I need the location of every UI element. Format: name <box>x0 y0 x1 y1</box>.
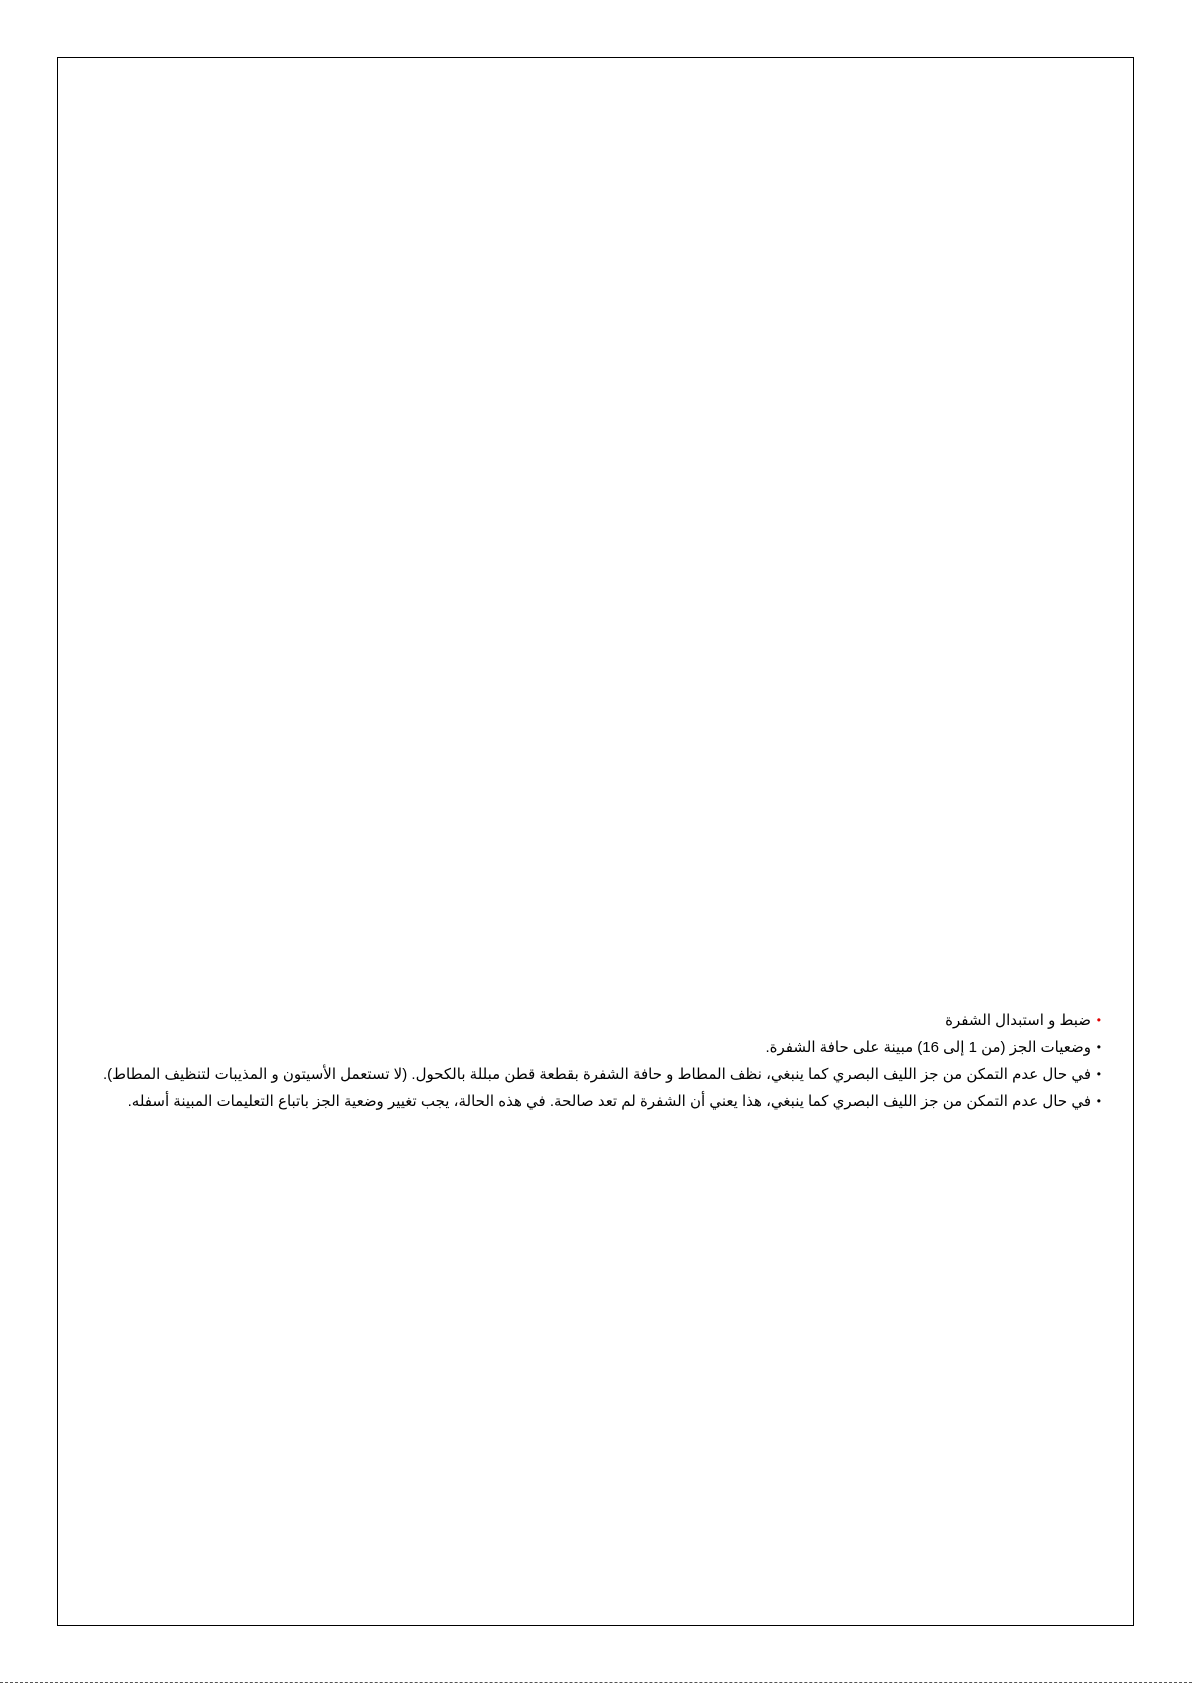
instruction-text: في حال عدم التمكن من جز الليف البصري كما ينبغي، هذا يعني أن الشفرة لم تعد صالحة. في هذه الحالة، يجب تغيير وضعية الجز باتباع التعليمات المبينة أسفله. <box>127 1093 1091 1110</box>
instruction-list <box>101 1007 1101 1115</box>
page-cut-line <box>0 1682 1192 1686</box>
page-border <box>57 57 1134 1626</box>
instruction-text: في حال عدم التمكن من جز الليف البصري كما ينبغي، نظف المطاط و حافة الشفرة بقطعة قطن مبللة بالكحول. (لا تستعمل الأسيتون و المذيبات لتنظيف المطاط). <box>103 1066 1091 1083</box>
bullet-icon: • <box>1096 1040 1101 1054</box>
list-item-heading <box>101 1007 1101 1034</box>
list-item <box>101 1061 1101 1088</box>
list-item <box>101 1088 1101 1115</box>
bullet-icon: • <box>1096 1094 1101 1108</box>
list-item <box>101 1034 1101 1061</box>
instruction-block <box>101 1007 1101 1115</box>
bullet-icon: • <box>1096 1067 1101 1081</box>
section-heading: ضبط و استبدال الشفرة <box>945 1012 1091 1029</box>
instruction-text: وضعيات الجز (من 1 إلى 16) مبينة على حافة الشفرة. <box>765 1039 1091 1056</box>
bullet-icon: • <box>1096 1013 1101 1027</box>
